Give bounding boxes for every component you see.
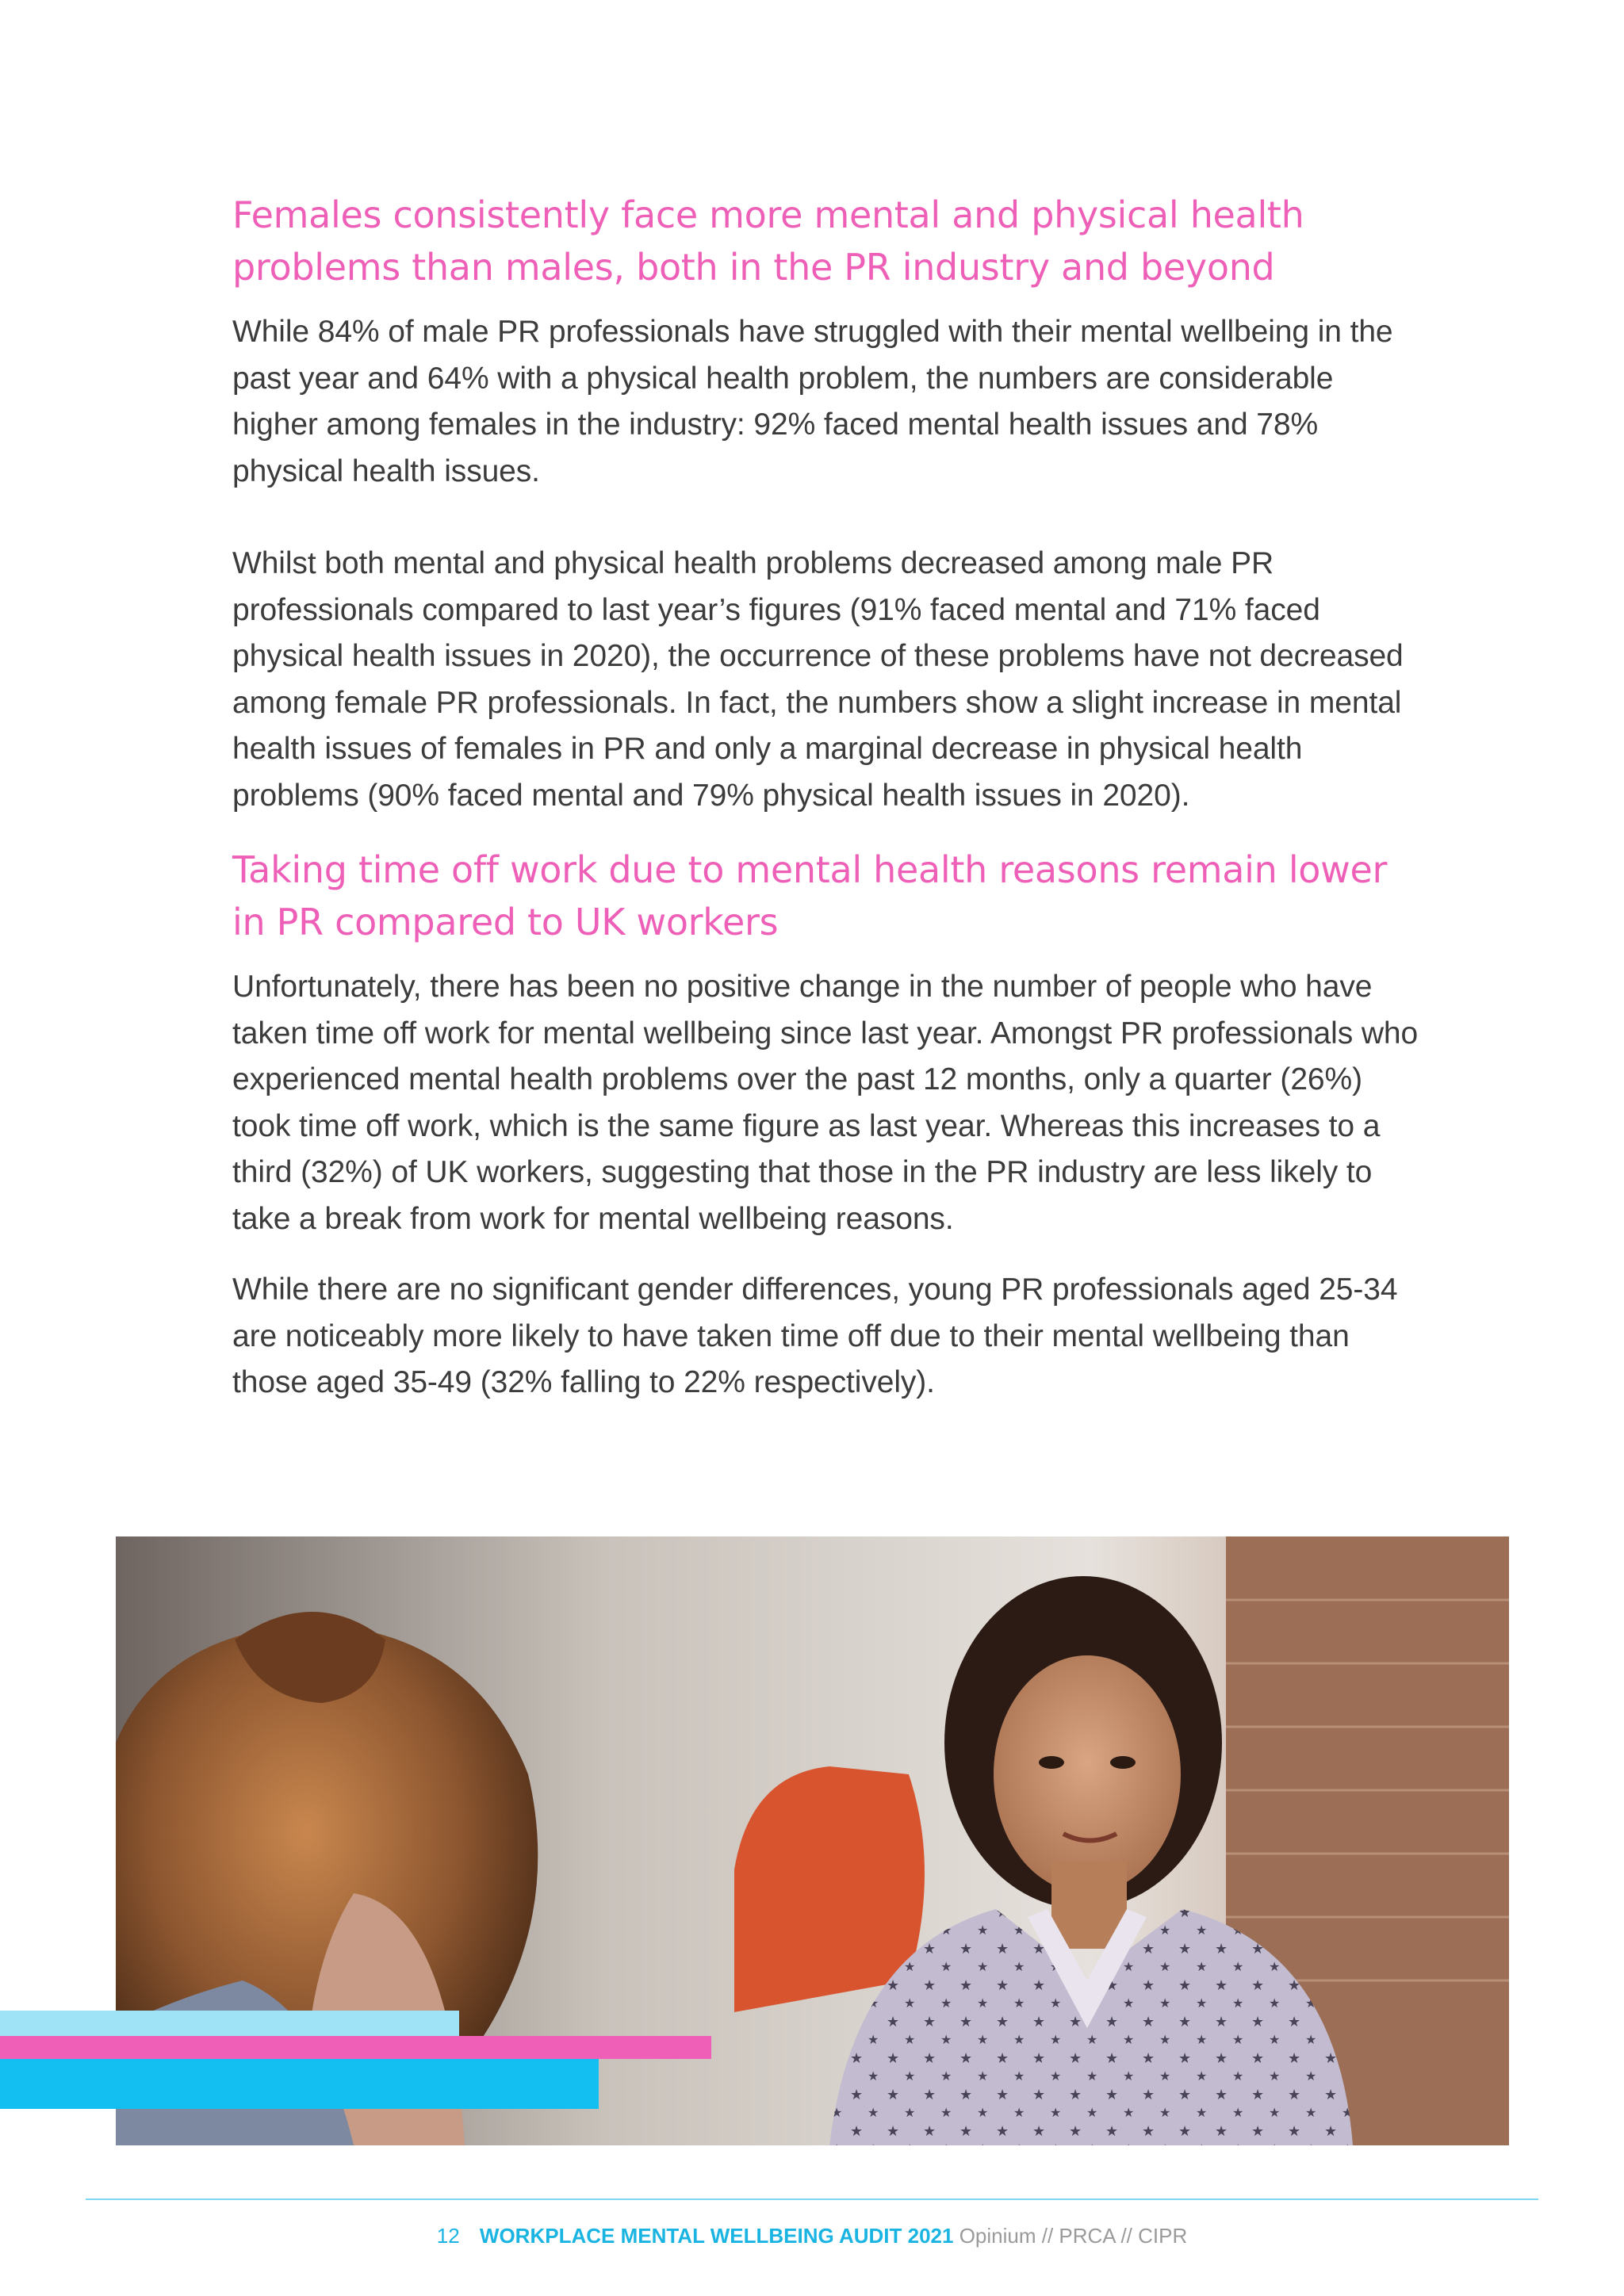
section-heading-gender: Females consistently face more mental and physical health problems than males, both in the PR industry and beyond (232, 193, 1304, 289)
paragraph-time-off-2: While there are no significant gender differences, young PR professionals aged 25-34 are noticeably more likely to have taken time off due to their mental wellbeing than those aged 35-49 (32% falling to 22% respectively). (232, 1272, 1398, 1399)
decorative-stripe-pink (0, 2036, 711, 2059)
page-footer (0, 2222, 1624, 2249)
article-body (232, 189, 1422, 1452)
footer-divider (86, 2198, 1538, 2200)
page-number: 12 (436, 2224, 460, 2248)
section-heading-time-off: Taking time off work due to mental health reasons remain lower in PR compared to UK workers (232, 848, 1388, 943)
organisations: Opinium // PRCA // CIPR (959, 2224, 1188, 2248)
paragraph-gender-1: While 84% of male PR professionals have struggled with their mental wellbeing in the past year and 64% with a physical health problem, the numbers are considerable higher among females in the industry: 92% faced mental health issues and 78% physical health issues. (232, 315, 1393, 488)
report-title: WORKPLACE MENTAL WELLBEING AUDIT 2021 (479, 2224, 954, 2248)
decorative-stripe-light-blue (0, 2011, 459, 2036)
decorative-stripe-blue (0, 2059, 599, 2109)
paragraph-time-off-1: Unfortunately, there has been no positive change in the number of people who have taken time off work for mental wellbeing since last year. Amongst PR professionals who experienced mental health problems over the past 12 months, only a quarter (26%) took time off work, which is the same figure as last year. Whereas this increases to a third (32%) of UK workers, suggesting that those in the PR industry are less likely to take a break from work for mental wellbeing reasons. (232, 970, 1419, 1236)
paragraph-gender-2: Whilst both mental and physical health problems decreased among male PR professionals compared to last year’s figures (91% faced mental and 71% faced physical health issues in 2020), the occurrence of these problems have not decreased among female PR professionals. In fact, the numbers show a slight increase in mental health issues of females in PR and only a marginal decrease in physical health problems (90% faced mental and 79% physical health issues in 2020). (232, 546, 1404, 813)
